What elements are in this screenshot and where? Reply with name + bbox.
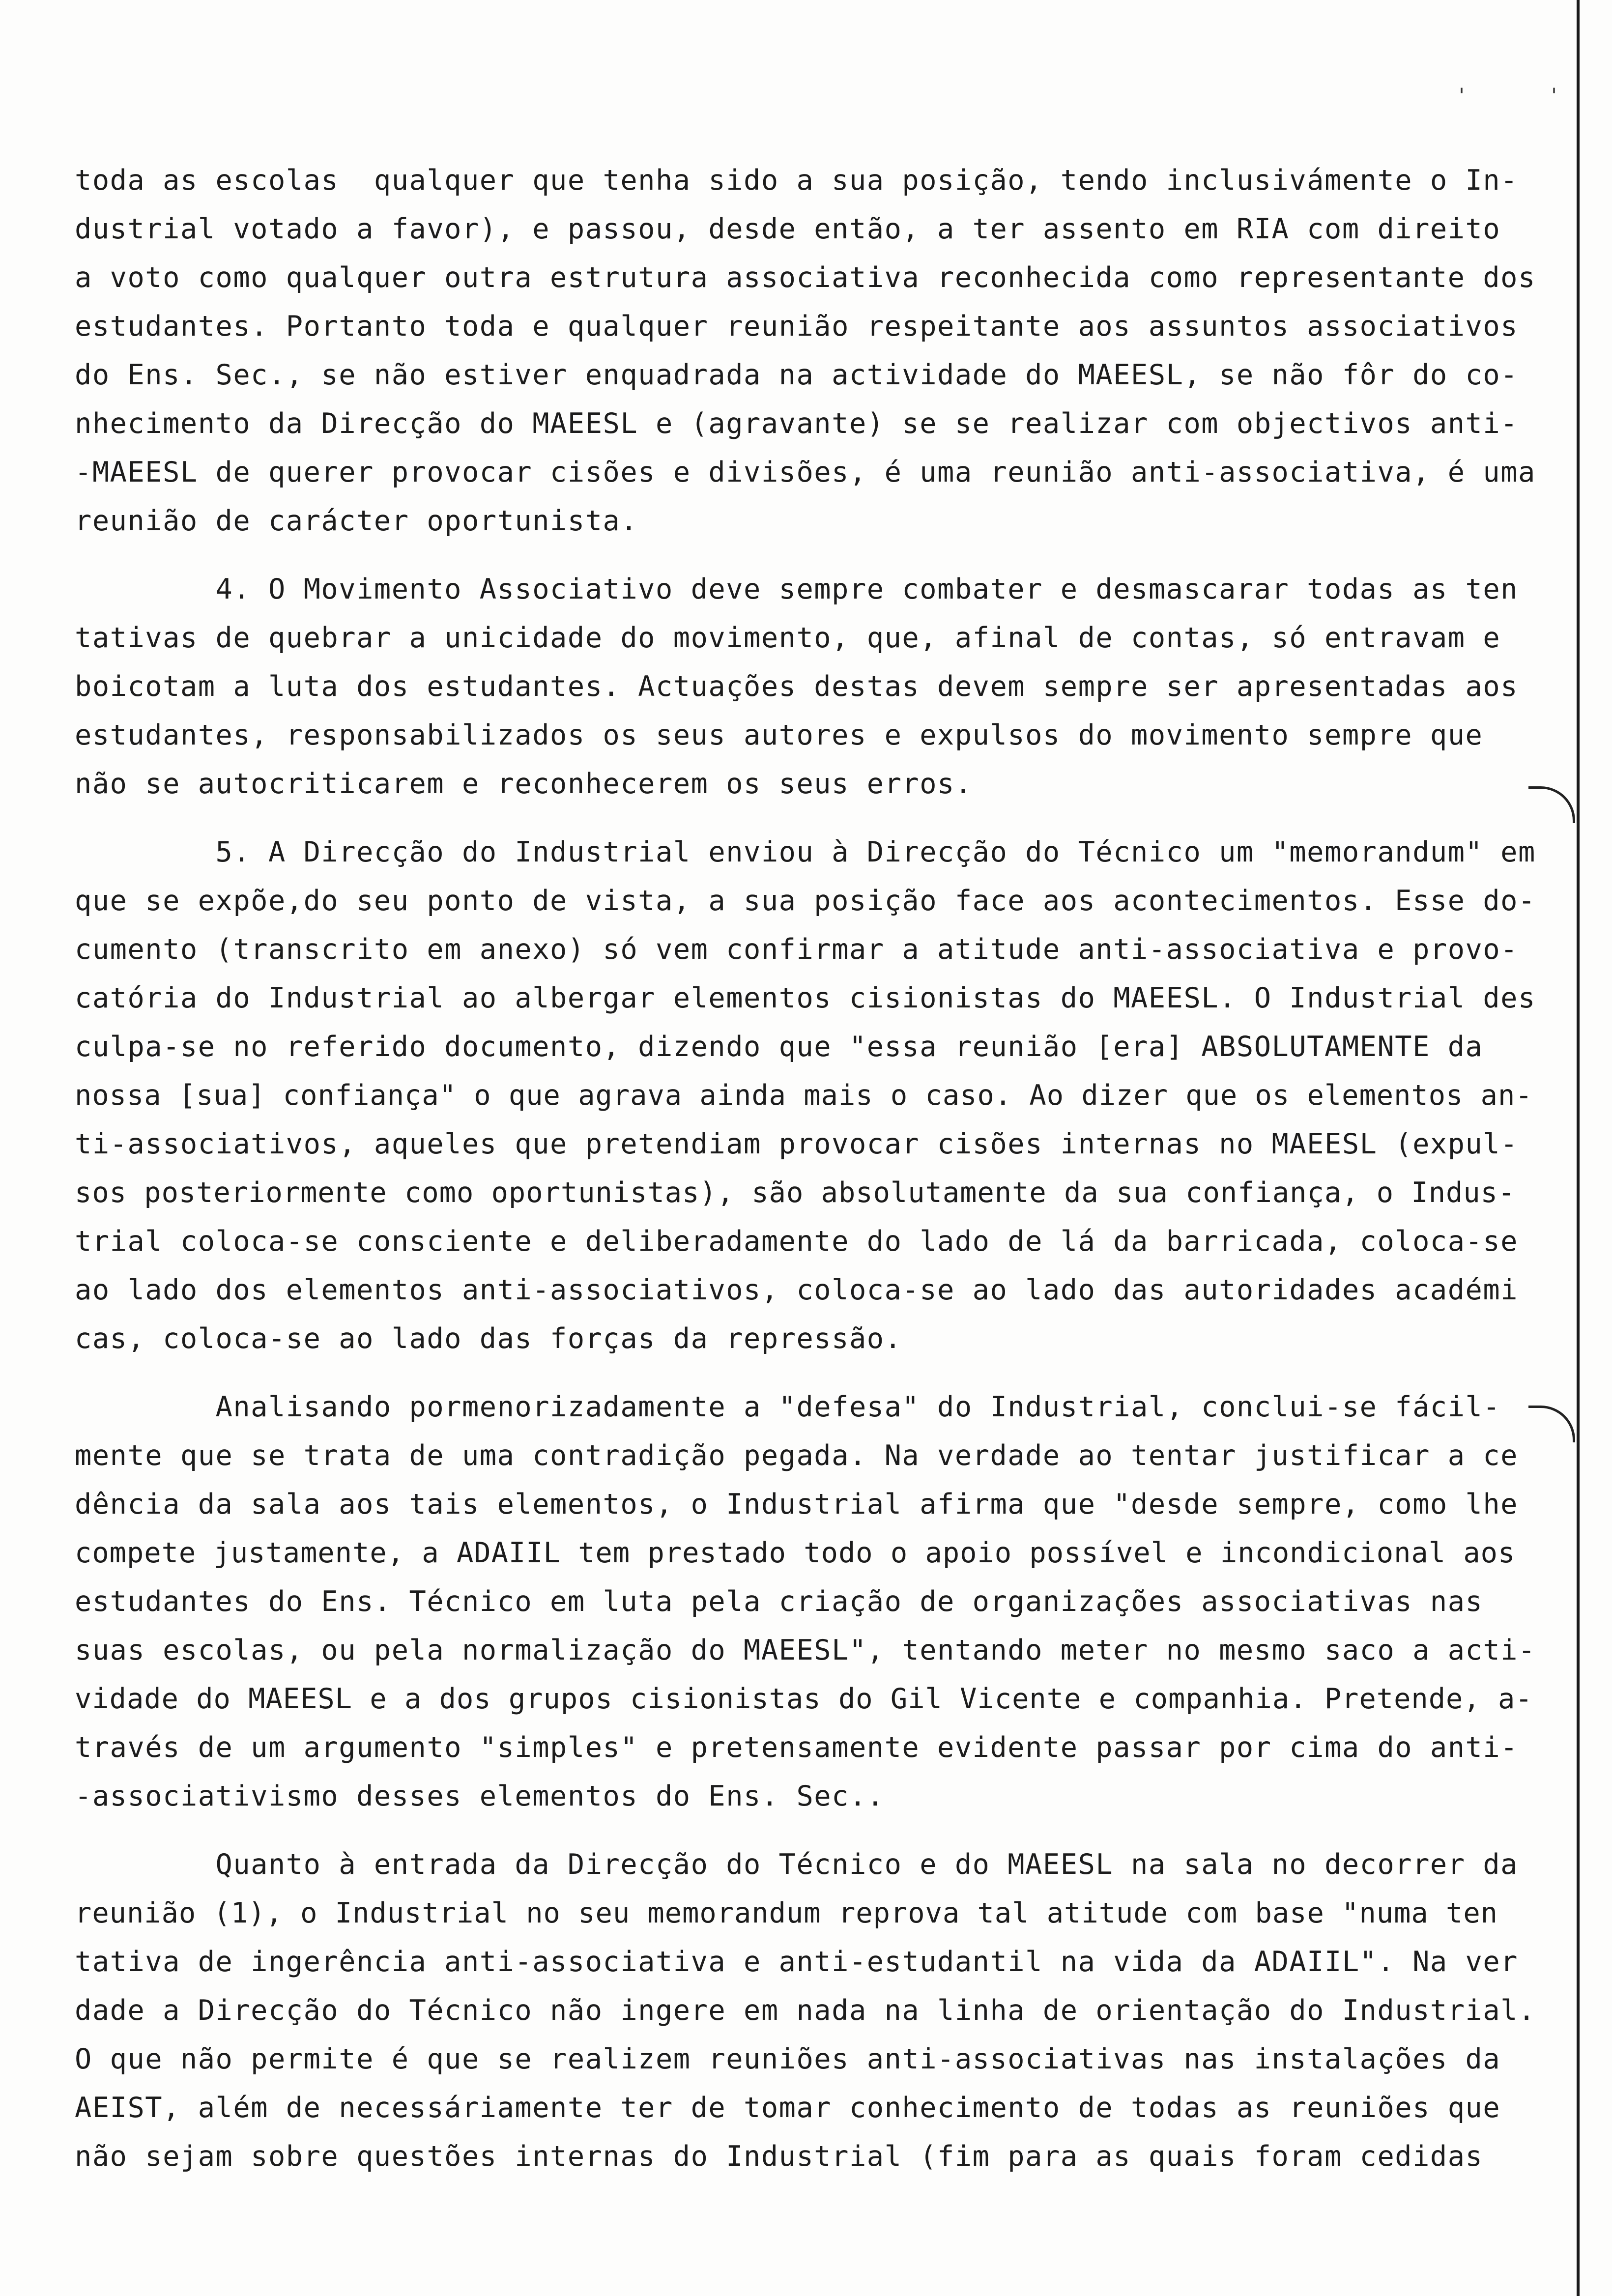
text-line: reunião (1), o Industrial no seu memorandum reprova tal atitude com base "numa ten [75,1897,1498,1929]
text-line: suas escolas, ou pela normalização do MAEESL", tentando meter no mesmo saco a acti- [75,1634,1536,1666]
paragraph-3-continuation [75,156,1559,545]
text-line: cas, coloca-se ao lado das forças da repressão. [75,1322,902,1355]
text-line: nhecimento da Direcção do MAEESL e (agravante) se se realizar com objectivos anti- [75,407,1518,440]
text-line: Analisando pormenorizadamente a "defesa" do Industrial, conclui-se fácil- [75,1391,1501,1423]
text-line: não sejam sobre questões internas do Industrial (fim para as quais foram cedidas [75,2140,1483,2173]
text-line: estudantes. Portanto toda e qualquer reunião respeitante aos assuntos associativos [75,310,1518,343]
text-line: compete justamente, a ADAIIL tem prestado todo o apoio possível e incondicional aos [75,1537,1516,1569]
text-line: vidade do MAEESL e a dos grupos cisionistas do Gil Vicente e companhia. Pretende, a- [75,1683,1533,1715]
paragraph-5 [75,828,1559,1363]
text-line: 5. A Direcção do Industrial enviou à Direcção do Técnico um "memorandum" em [75,836,1536,868]
text-line: estudantes do Ens. Técnico em luta pela criação de organizações associativas nas [75,1585,1483,1618]
text-line: a voto como qualquer outra estrutura associativa reconhecida como representante dos [75,261,1536,294]
text-line: toda as escolas qualquer que tenha sido a sua posição, tendo inclusivámente o In- [75,164,1518,197]
text-line: Quanto à entrada da Direcção do Técnico e do MAEESL na sala no decorrer da [75,1848,1518,1881]
text-line: catória do Industrial ao albergar elementos cisionistas do MAEESL. O Industrial des [75,982,1536,1014]
text-line: través de um argumento "simples" e pretensamente evidente passar por cima do anti- [75,1731,1518,1764]
text-line: trial coloca-se consciente e deliberadamente do lado de lá da barricada, coloca-se [75,1225,1518,1258]
text-line: tativas de quebrar a unicidade do movimento, que, afinal de contas, só entravam e [75,622,1501,654]
text-line: dustrial votado a favor), e passou, desde então, a ter assento em RIA com direito [75,213,1501,245]
paragraph-entry [75,1840,1559,2181]
text-line: tativa de ingerência anti-associativa e anti-estudantil na vida da ADAIIL". Na ver [75,1946,1518,1978]
text-line: sos posteriormente como oportunistas), são absolutamente da sua confiança, o Indus- [75,1177,1516,1209]
text-line: dade a Direcção do Técnico não ingere em nada na linha de orientação do Industrial. [75,1994,1536,2027]
text-line: mente que se trata de uma contradição pegada. Na verdade ao tentar justificar a ce [75,1439,1518,1472]
paragraph-4 [75,565,1559,808]
text-line: ti-associativos, aqueles que pretendiam provocar cisões internas no MAEESL (expul- [75,1128,1518,1160]
page-edge-rule [1577,0,1580,2296]
text-line: estudantes, responsabilizados os seus autores e expulsos do movimento sempre que [75,719,1483,751]
text-line: -MAEESL de querer provocar cisões e divisões, é uma reunião anti-associativa, é uma [75,456,1536,488]
text-line: não se autocriticarem e reconhecerem os seus erros. [75,768,973,800]
text-line: boicotam a luta dos estudantes. Actuações destas devem sempre ser apresentadas aos [75,670,1518,703]
text-line: do Ens. Sec., se não estiver enquadrada na actividade do MAEESL, se não fôr do co- [75,359,1518,391]
text-line: AEIST, além de necessáriamente ter de tomar conhecimento de todas as reuniões que [75,2092,1501,2124]
paragraph-analysis [75,1383,1559,1821]
text-line: O que não permite é que se realizem reuniões anti-associativas nas instalações da [75,2043,1501,2075]
text-line: cumento (transcrito em anexo) só vem confirmar a atitude anti-associativa e provo- [75,933,1518,966]
typed-text-body [75,156,1559,2181]
text-line: -associativismo desses elementos do Ens. Sec.. [75,1780,885,1812]
corner-mark: ' [1548,85,1560,107]
text-line: ao lado dos elementos anti-associativos, coloca-se ao lado das autoridades académi [75,1274,1518,1306]
text-line: culpa-se no referido documento, dizendo que "essa reunião [era] ABSOLUTAMENTE da [75,1031,1483,1063]
text-line: dência da sala aos tais elementos, o Industrial afirma que "desde sempre, como lhe [75,1488,1518,1521]
corner-mark: ' [1456,85,1468,107]
text-line: 4. O Movimento Associativo deve sempre combater e desmascarar todas as ten [75,573,1518,605]
text-line: nossa [sua] confiança" o que agrava ainda mais o caso. Ao dizer que os elementos an- [75,1079,1533,1112]
text-line: que se expõe,do seu ponto de vista, a sua posição face aos acontecimentos. Esse do- [75,885,1536,917]
text-line: reunião de carácter oportunista. [75,505,638,537]
